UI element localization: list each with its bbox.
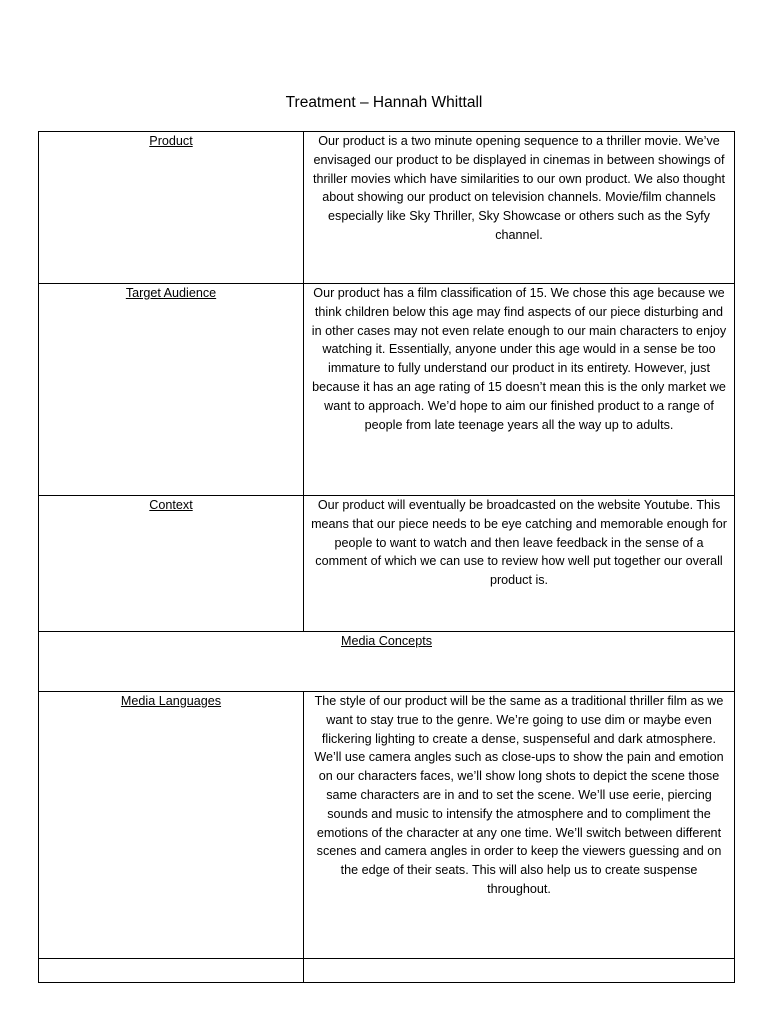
product-text: Our product is a two minute opening sequence to a thriller movie. We’ve envisaged our product to be displayed in cinemas in between showings of thriller movies which have similarities to our own product. We also thought about showing our product on television channels. Movie/film channels especially like Sky Thriller, Sky Showcase or others such as the Syfy channel. (312, 134, 726, 242)
row-label-cell (39, 284, 304, 496)
table-row-media-languages (39, 692, 735, 959)
treatment-table (38, 131, 735, 983)
table-row-target-audience (39, 284, 735, 496)
document-title: Treatment – Hannah Whittall (285, 94, 483, 111)
row-text-cell (304, 132, 735, 284)
table-row-product (39, 132, 735, 284)
media-languages-text: The style of our product will be the same as a traditional thriller film as we want to stay true to the genre. We’re going to use dim or maybe even flickering lighting to create a dense, suspenseful and dark atmosphere. We’ll use camera angles such as close-ups to show the pain and emotion on our characters faces, we’ll show long shots to depict the scene those same characters are in and to set the scene. We’ll use eerie, piercing sounds and music to intensify the atmosphere and to compliment the emotions of the character at any one time. We’ll switch between different scenes and camera angles in order to keep the viewers guessing and on the edge of their seats. This will also help us to create suspense throughout. (314, 694, 724, 896)
row-text-cell (304, 284, 735, 496)
table-row-empty (39, 959, 735, 983)
context-label: Context (149, 498, 193, 512)
empty-label-cell (39, 959, 304, 983)
media-languages-label: Media Languages (120, 694, 222, 708)
row-label-cell (39, 132, 304, 284)
target-audience-text: Our product has a film classification of 15. We chose this age because we think children below this age may find aspects of our piece disturbing and in other cases may not even relate enough to our main characters to enjoy watching it. Essentially, anyone under this age would in a sense be too immature to fully understand our product in its entirety. However, just because it has an age rating of 15 doesn’t mean this is the only market we want to approach. We’d hope to aim our finished product to a range of people from late teenage years all the way up to adults. (311, 286, 727, 432)
row-text-cell (304, 692, 735, 959)
row-text-cell (304, 496, 735, 632)
table-row-section-header (39, 632, 735, 692)
media-concepts-heading: Media Concepts (340, 634, 432, 648)
row-label-cell (39, 692, 304, 959)
row-label-cell (39, 496, 304, 632)
product-label: Product (149, 134, 193, 148)
target-audience-label: Target Audience (125, 286, 217, 300)
table-row-context (39, 496, 735, 632)
section-header-cell (39, 632, 735, 692)
context-text: Our product will eventually be broadcasted on the website Youtube. This means that our piece needs to be eye catching and memorable enough for people to want to watch and then leave feedback in the sense of a comment of which we can use to review how well put together our overall product is. (311, 498, 727, 588)
empty-text-cell (304, 959, 735, 983)
